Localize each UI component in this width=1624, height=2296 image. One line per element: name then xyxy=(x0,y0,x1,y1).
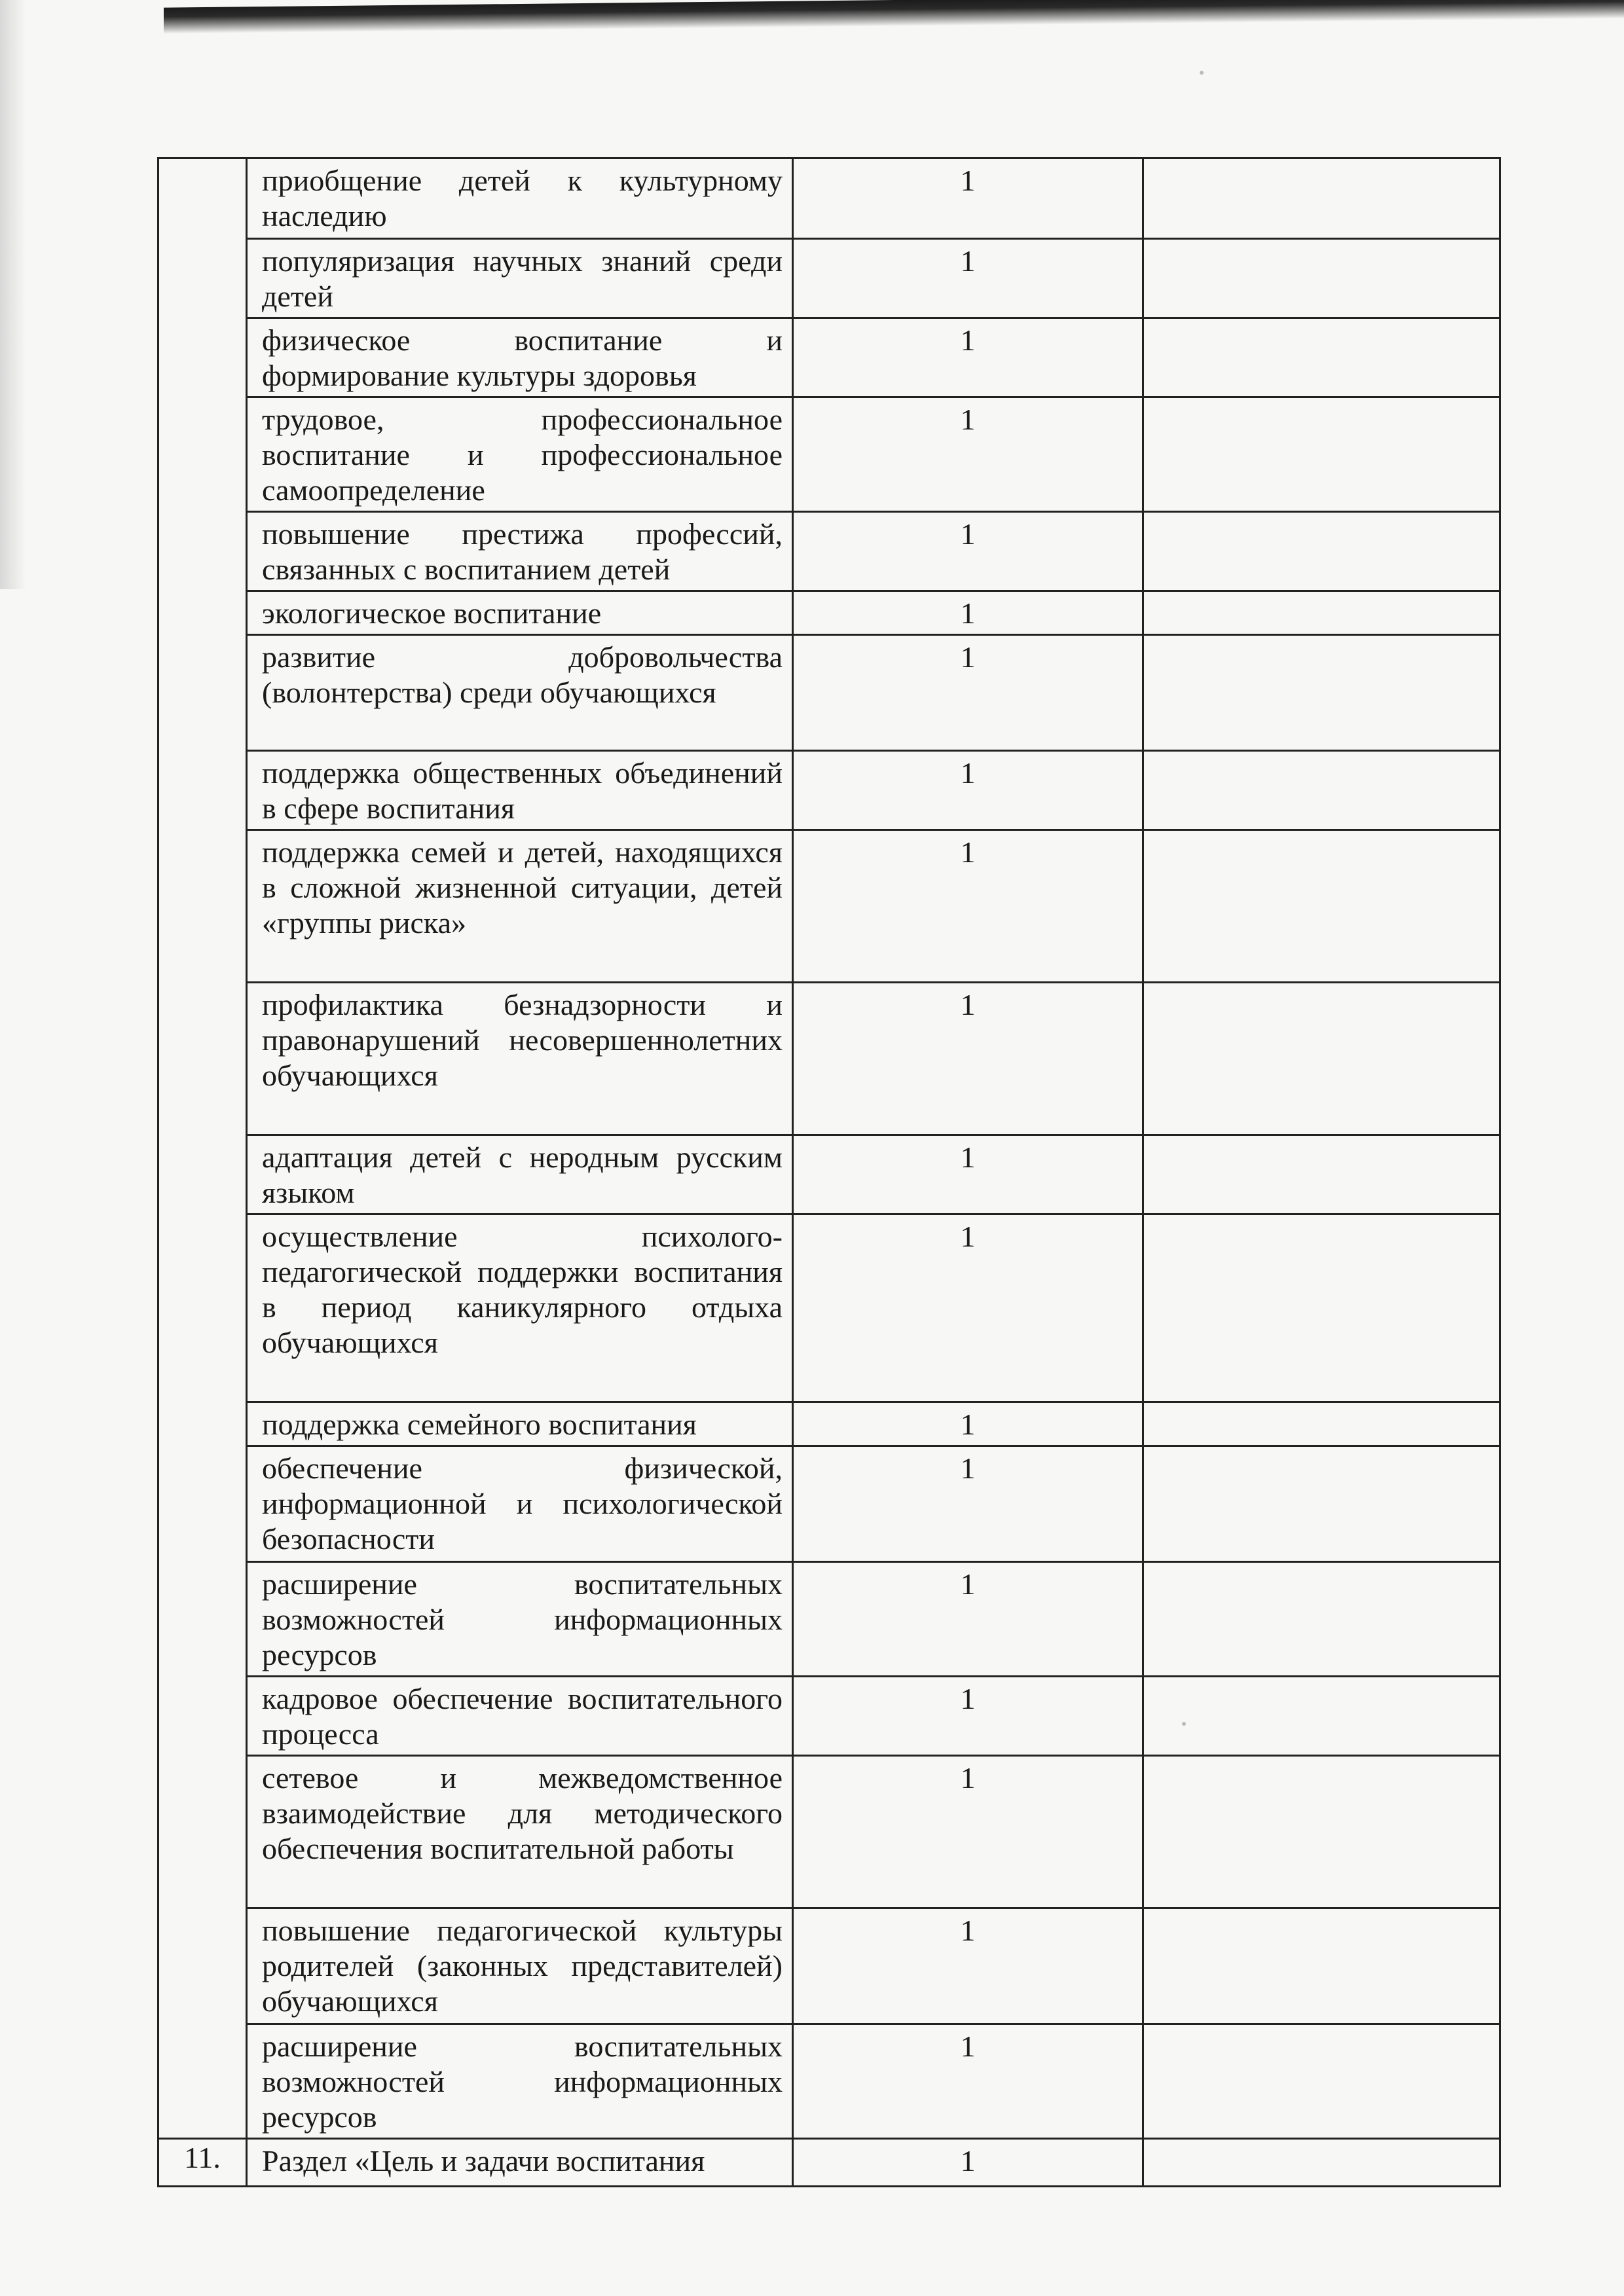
criterion-text: сетевое и межведомственное взаимодействие для методического обеспечения воспитательной работы xyxy=(247,1756,793,1908)
criterion-text: экологическое воспитание xyxy=(247,591,793,635)
table-row xyxy=(158,512,1500,591)
note-cell xyxy=(1143,1908,1500,2024)
criterion-text: популяризация научных знаний среди детей xyxy=(247,239,793,318)
note-cell xyxy=(1143,239,1500,318)
score-cell: 1 xyxy=(793,2024,1143,2139)
criterion-text: осуществление психолого-педагогической поддержки воспитания в период каникулярного отдыха обучающихся xyxy=(247,1214,793,1402)
note-cell xyxy=(1143,2024,1500,2139)
criterion-text: поддержка семей и детей, находящихся в сложной жизненной ситуации, детей «группы риска» xyxy=(247,830,793,983)
table-row xyxy=(158,1677,1500,1756)
table-row xyxy=(158,1446,1500,1562)
score-cell: 1 xyxy=(793,318,1143,397)
note-cell xyxy=(1143,830,1500,983)
note-cell xyxy=(1143,1562,1500,1677)
score-cell: 1 xyxy=(793,635,1143,751)
score-cell: 1 xyxy=(793,1756,1143,1908)
criterion-text: Раздел «Цель и задачи воспитания xyxy=(247,2139,793,2187)
score-cell: 1 xyxy=(793,512,1143,591)
table-row xyxy=(158,397,1500,512)
table-row xyxy=(158,2139,1500,2187)
criterion-text: приобщение детей к культурному наследию xyxy=(247,158,793,239)
criterion-text: поддержка семейного воспитания xyxy=(247,1402,793,1446)
criterion-text: расширение воспитательных возможностей информационных ресурсов xyxy=(247,1562,793,1677)
score-cell: 1 xyxy=(793,1562,1143,1677)
criterion-text: развитие добровольчества (волонтерства) среди обучающихся xyxy=(247,635,793,751)
note-cell xyxy=(1143,1402,1500,1446)
table-row xyxy=(158,830,1500,983)
score-cell: 1 xyxy=(793,591,1143,635)
table-row xyxy=(158,1756,1500,1908)
table-row xyxy=(158,318,1500,397)
scan-top-edge xyxy=(164,0,1624,34)
criteria-table xyxy=(157,157,1501,2187)
criterion-text: обеспечение физической, информационной и психологической безопасности xyxy=(247,1446,793,1562)
note-cell xyxy=(1143,1446,1500,1562)
score-cell: 1 xyxy=(793,1908,1143,2024)
note-cell xyxy=(1143,635,1500,751)
score-cell: 1 xyxy=(793,158,1143,239)
score-cell: 1 xyxy=(793,983,1143,1135)
note-cell xyxy=(1143,1756,1500,1908)
criterion-text: трудовое, профессиональное воспитание и профессиональное самоопределение xyxy=(247,397,793,512)
score-cell: 1 xyxy=(793,2139,1143,2187)
table-row xyxy=(158,1135,1500,1214)
table-row xyxy=(158,1908,1500,2024)
row-number-cell xyxy=(158,158,247,2139)
note-cell xyxy=(1143,512,1500,591)
score-cell: 1 xyxy=(793,751,1143,830)
score-cell: 1 xyxy=(793,1214,1143,1402)
criterion-text: повышение педагогической культуры родителей (законных представителей) обучающихся xyxy=(247,1908,793,2024)
note-cell xyxy=(1143,1677,1500,1756)
table-row xyxy=(158,635,1500,751)
score-cell: 1 xyxy=(793,397,1143,512)
score-cell: 1 xyxy=(793,1677,1143,1756)
score-cell: 1 xyxy=(793,830,1143,983)
table-row xyxy=(158,2024,1500,2139)
criterion-text: физическое воспитание и формирование культуры здоровья xyxy=(247,318,793,397)
criterion-text: поддержка общественных объединений в сфере воспитания xyxy=(247,751,793,830)
note-cell xyxy=(1143,751,1500,830)
table-row xyxy=(158,1214,1500,1402)
table-row xyxy=(158,158,1500,239)
table-row xyxy=(158,983,1500,1135)
note-cell xyxy=(1143,983,1500,1135)
note-cell xyxy=(1143,397,1500,512)
note-cell xyxy=(1143,591,1500,635)
note-cell xyxy=(1143,1214,1500,1402)
note-cell xyxy=(1143,1135,1500,1214)
scan-left-shadow xyxy=(0,0,26,589)
score-cell: 1 xyxy=(793,1446,1143,1562)
table-row xyxy=(158,1562,1500,1677)
criterion-text: профилактика безнадзорности и правонарушений несовершеннолетних обучающихся xyxy=(247,983,793,1135)
criterion-text: повышение престижа профессий, связанных с воспитанием детей xyxy=(247,512,793,591)
score-cell: 1 xyxy=(793,1402,1143,1446)
criterion-text: адаптация детей с неродным русским языком xyxy=(247,1135,793,1214)
note-cell xyxy=(1143,158,1500,239)
row-number: 11. xyxy=(158,2139,247,2187)
scan-speck xyxy=(1182,1722,1186,1726)
table-row xyxy=(158,239,1500,318)
scan-speck xyxy=(1200,71,1204,75)
table-row xyxy=(158,1402,1500,1446)
score-cell: 1 xyxy=(793,239,1143,318)
table-row xyxy=(158,751,1500,830)
criterion-text: кадровое обеспечение воспитательного процесса xyxy=(247,1677,793,1756)
score-cell: 1 xyxy=(793,1135,1143,1214)
criterion-text: расширение воспитательных возможностей информационных ресурсов xyxy=(247,2024,793,2139)
note-cell xyxy=(1143,318,1500,397)
table-row xyxy=(158,591,1500,635)
note-cell xyxy=(1143,2139,1500,2187)
